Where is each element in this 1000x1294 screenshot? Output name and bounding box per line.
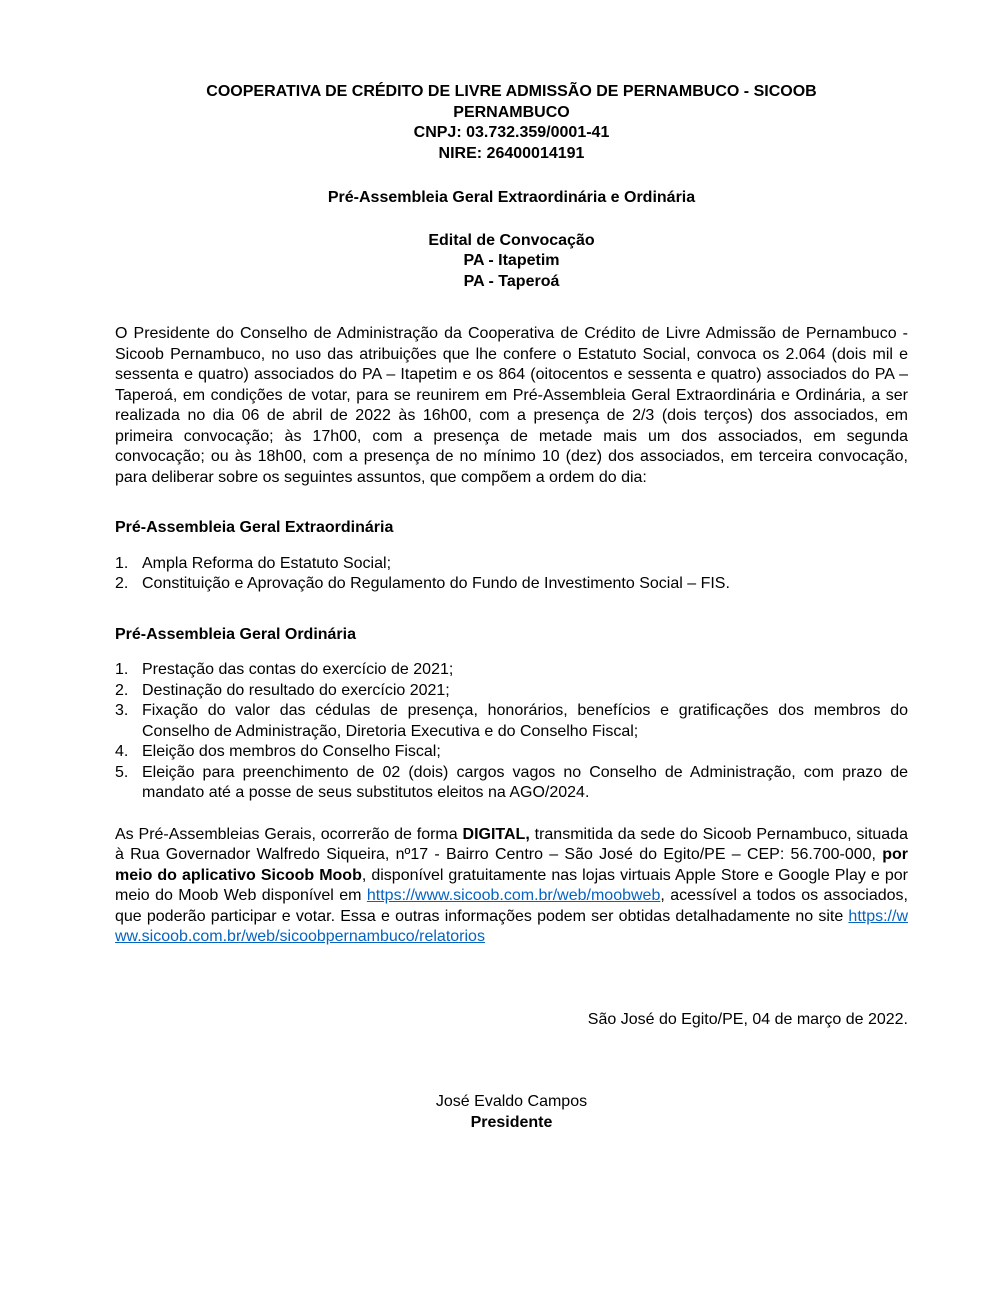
list-item (115, 681, 908, 702)
item-number: 2. (115, 681, 129, 699)
nire-line: NIRE: 26400014191 (438, 144, 585, 162)
item-number: 2. (115, 575, 129, 592)
cooperative-title-line-2: PERNAMBUCO (453, 103, 570, 121)
item-text: Eleição para preenchimento de 02 (dois) cargos vagos no Conselho de Administração, com prazo de mandato até a posse de seus substitutos eleitos na AGO/2024. (142, 763, 908, 801)
digital-bold-label: DIGITAL, (462, 825, 530, 843)
item-text: Fixação do valor das cédulas de presença, honorários, benefícios e gratificações dos membros do Conselho de Administração, Diretoria Executiva e do Conselho Fiscal; (142, 702, 908, 740)
item-text: Ampla Reforma do Estatuto Social; (142, 554, 392, 572)
signature-role: Presidente (470, 1113, 553, 1131)
moobweb-link[interactable]: https://www.sicoob.com.br/web/moobweb (366, 887, 661, 904)
item-number: 5. (115, 763, 129, 781)
item-number: 3. (115, 702, 129, 719)
signature-block (115, 1092, 908, 1133)
list-item (115, 574, 908, 595)
item-number: 1. (115, 554, 129, 572)
extraordinaria-agenda-list (115, 554, 908, 595)
item-text: Destinação do resultado do exercício 2021; (142, 681, 450, 699)
ordinaria-agenda-list (115, 660, 908, 804)
digital-paragraph (115, 825, 908, 948)
item-number: 4. (115, 743, 129, 760)
section-heading-ordinaria: Pré-Assembleia Geral Ordinária (115, 625, 356, 643)
list-item (115, 701, 908, 742)
list-item (115, 763, 908, 804)
item-text: Eleição dos membros do Conselho Fiscal; (142, 743, 441, 760)
relatorios-link[interactable]: https://www.sicoob.com.br/web/sicoobpernambuco/relatorios (115, 907, 908, 945)
intro-paragraph: O Presidente do Conselho de Administração da Cooperativa de Crédito de Livre Admissão de Pernambuco - Sicoob Pernambuco, no uso das atribuições que lhe confere o Estatuto Social, convoca os 2.064 (dois mil e sessenta e quatro) associados do PA – Itapetim e os 864 (oitocentos e sessenta e quatro) associados do PA – Taperoá, em condições de votar, para se reunirem em Pré-Assembleia Geral Extraordinária e Ordinária, a ser realizada no dia 06 de abril de 2022 às 16h00, com a presença de 2/3 (dois terços) dos associados, em primeira convocação; às 17h00, com a presença de metade mais um dos associados, em segunda convocação; ou às 18h00, com a presença de no mínimo 10 (dez) dos associados, em terceira convocação, para deliberar sobre os seguintes assuntos, que compõem a ordem do dia: (115, 325, 908, 486)
assembly-subtitle: Pré-Assembleia Geral Extraordinária e Ordinária (327, 189, 696, 206)
list-item (115, 742, 908, 763)
signature-name: José Evaldo Campos (435, 1093, 588, 1110)
list-item (115, 660, 908, 681)
item-text: Prestação das contas do exercício de 2021; (142, 661, 454, 678)
edital-block (115, 231, 908, 293)
document-header (115, 82, 908, 164)
pa-line-itapetim: PA - Itapetim (463, 252, 560, 269)
item-number: 1. (115, 661, 129, 678)
date-line: São José do Egito/PE, 04 de março de 2022. (587, 1010, 908, 1028)
digital-paragraph-text: transmitida da sede do Sicoob Pernambuco, situada à Rua Governador Walfredo Siqueira, nº17 - Bairro Centro – São José do Egito/PE – CEP: 56.700-000, (115, 825, 909, 863)
digital-paragraph-text: , disponível gratuitamente nas lojas virtuais Apple Store e Google Play e por meio do Moob Web disponível em (115, 866, 908, 904)
item-text: Constituição e Aprovação do Regulamento do Fundo de Investimento Social – FIS. (142, 575, 730, 592)
cnpj-line: CNPJ: 03.732.359/0001-41 (413, 124, 610, 141)
cooperative-title-line-1: COOPERATIVA DE CRÉDITO DE LIVRE ADMISSÃO DE PERNAMBUCO - SICOOB (206, 83, 817, 100)
edital-title: Edital de Convocação (428, 231, 595, 249)
pa-line-taperoa: PA - Taperoá (463, 272, 560, 290)
section-heading-extraordinaria: Pré-Assembleia Geral Extraordinária (115, 519, 394, 536)
list-item (115, 554, 908, 575)
sicoob-moob-bold-label: por meio do aplicativo Sicoob Moob (115, 846, 908, 884)
digital-paragraph-text: , acessível a todos os associados, que poderão participar e votar. Essa e outras informações podem ser obtidas detalhadamente no site (115, 887, 909, 925)
digital-paragraph-text: As Pré-Assembleias Gerais, ocorrerão de forma (115, 825, 463, 843)
